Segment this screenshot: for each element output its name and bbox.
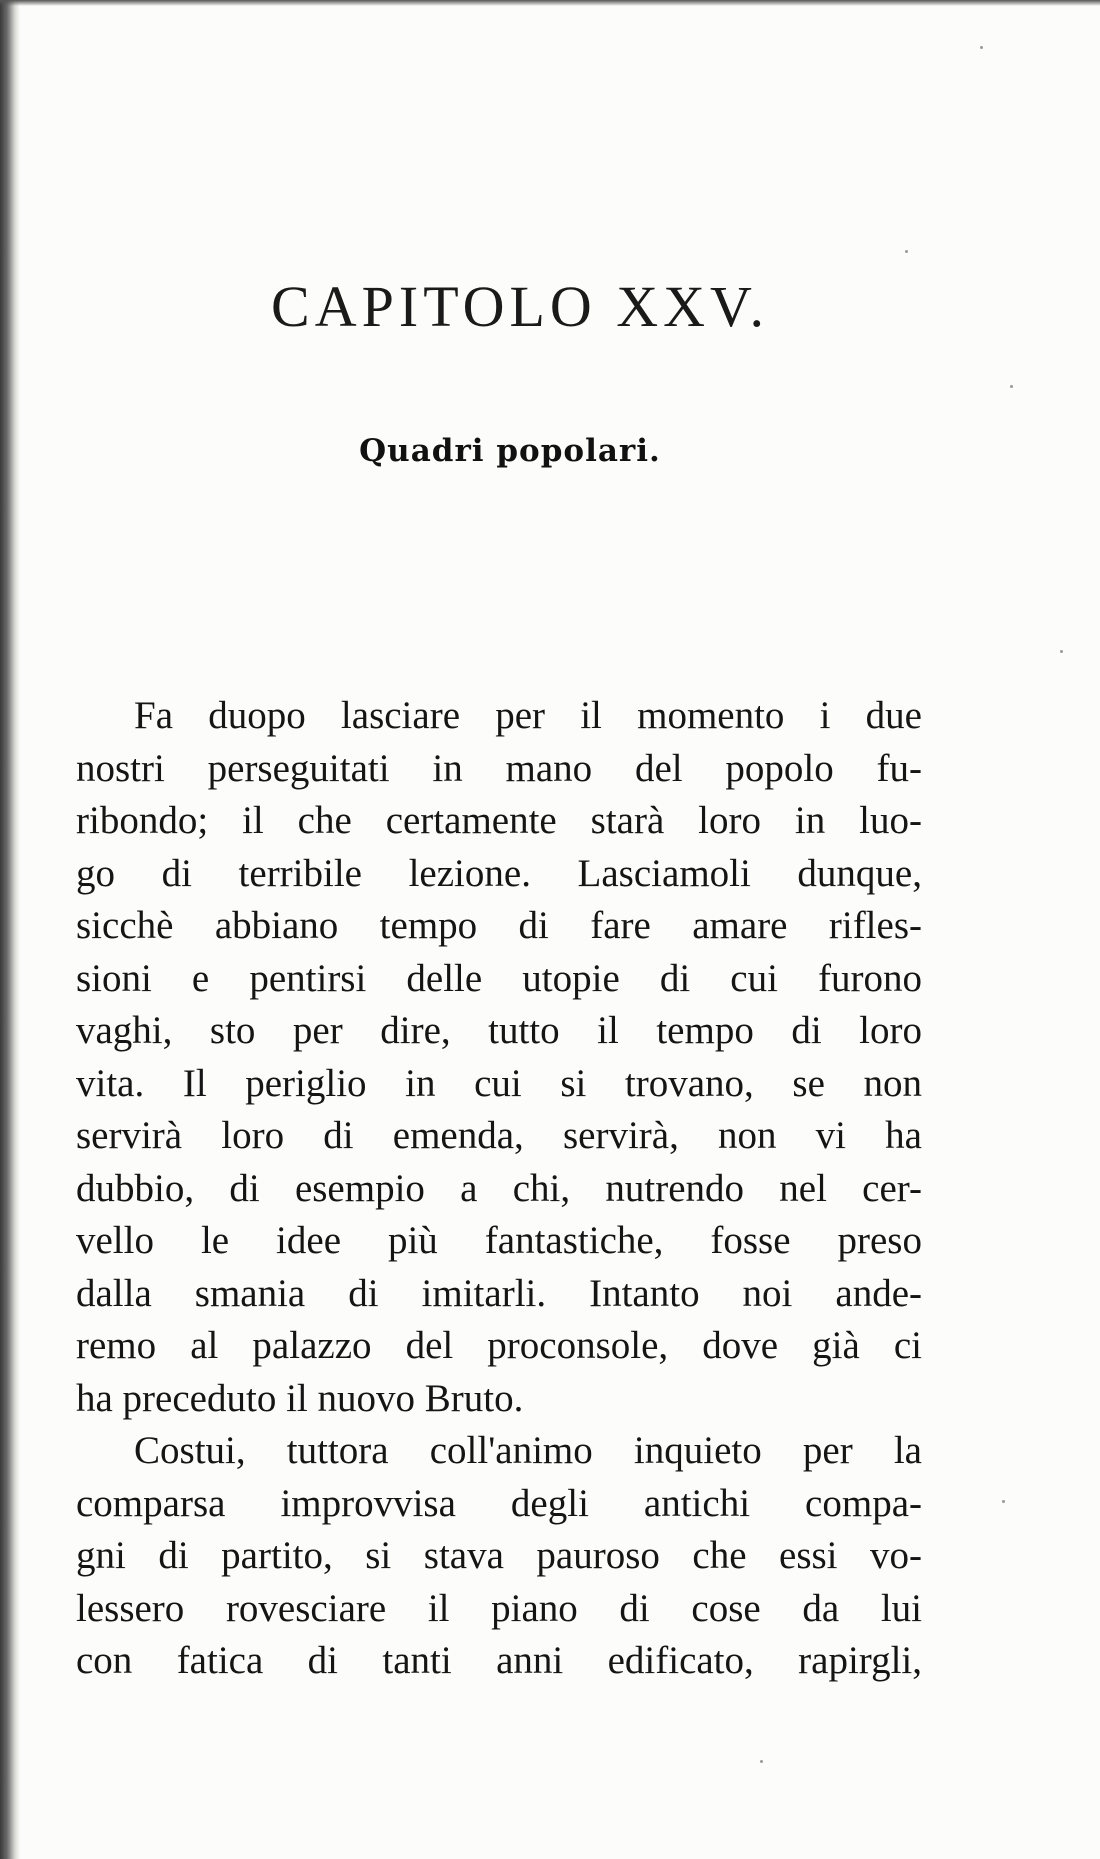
paper-speck: [905, 250, 908, 253]
text-line: vello le idee più fantastiche, fosse preso: [76, 1219, 922, 1262]
paper-speck: [1002, 1500, 1005, 1503]
paper-speck: [1010, 385, 1013, 388]
body-text: [76, 690, 922, 1688]
page-top-edge: [0, 0, 1100, 6]
paper-speck: [1060, 650, 1063, 653]
text-line: Costui, tuttora coll'animo inquieto per la: [134, 1429, 922, 1472]
paragraph-1: [76, 690, 922, 1425]
text-line: con fatica di tanti anni edificato, rapirgli,: [76, 1639, 922, 1682]
text-line: nostri perseguitati in mano del popolo fu-: [76, 746, 922, 790]
paragraph-2: [76, 1425, 922, 1688]
text-line: ribondo; il che certamente starà loro in luo-: [76, 799, 922, 842]
text-line: servirà loro di emenda, servirà, non vi ha: [76, 1114, 922, 1157]
text-line: gni di partito, si stava pauroso che essi vo-: [76, 1534, 922, 1577]
text-line: dubbio, di esempio a chi, nutrendo nel cer-: [76, 1166, 922, 1210]
section-title: Quadri popolari.: [359, 433, 661, 469]
text-line: dalla smania di imitarli. Intanto noi ande-: [76, 1271, 922, 1315]
text-line: vita. Il periglio in cui si trovano, se non: [76, 1061, 922, 1105]
text-line: comparsa improvvisa degli antichi compa-: [76, 1481, 922, 1525]
text-line: ha preceduto il nuovo Bruto.: [76, 1376, 524, 1420]
text-line: sicchè abbiano tempo di fare amare rifles-: [76, 904, 922, 947]
paper-speck: [760, 1760, 763, 1763]
text-line: Fa duopo lasciare per il momento i due: [134, 694, 922, 737]
text-line: vaghi, sto per dire, tutto il tempo di loro: [76, 1009, 922, 1052]
text-line: go di terribile lezione. Lasciamoli dunque,: [76, 851, 922, 895]
text-line: remo al palazzo del proconsole, dove già ci: [76, 1324, 922, 1367]
text-line: lessero rovesciare il piano di cose da lui: [76, 1586, 922, 1630]
paper-speck: [980, 46, 983, 49]
chapter-title: CAPITOLO XXV.: [271, 274, 769, 339]
text-line: sioni e pentirsi delle utopie di cui furono: [76, 956, 922, 1000]
